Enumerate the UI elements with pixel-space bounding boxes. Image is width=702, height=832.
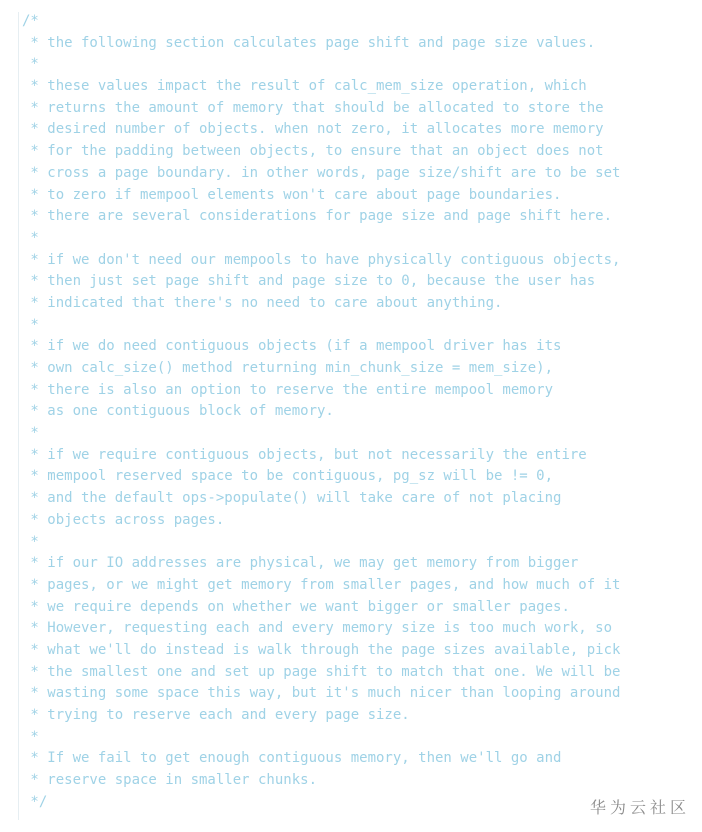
code-line: * as one contiguous block of memory. [22, 403, 334, 420]
code-line: * [22, 533, 39, 550]
code-line: * own calc_size() method returning min_chunk_size = mem_size), [22, 360, 554, 376]
code-line: * [22, 728, 39, 745]
code-line: * mempool reserved space to be contiguous, pg_sz will be != 0, [22, 468, 554, 485]
code-line: * If we fail to get enough contiguous memory, then we'll go and [22, 750, 562, 767]
code-line: * there are several considerations for page size and page shift here. [22, 208, 613, 225]
code-line: * cross a page boundary. in other words, page size/shift are to be set [22, 164, 621, 181]
code-line: * objects across pages. [22, 511, 225, 528]
code-line: * pages, or we might get memory from smaller pages, and how much of it [22, 576, 621, 593]
code-line: * [22, 316, 39, 333]
code-line: * However, requesting each and every memory size is too much work, so [22, 620, 613, 637]
code-lines [22, 11, 620, 813]
code-line: * indicated that there's no need to care about anything. [22, 294, 503, 311]
code-line: * if our IO addresses are physical, we may get memory from bigger [22, 555, 579, 572]
code-line: /* [22, 13, 39, 29]
code-line: */ [22, 793, 48, 810]
code-line: * [22, 229, 39, 246]
code-line: * what we'll do instead is walk through the page sizes available, pick [22, 641, 621, 658]
watermark-logo-text: 华为云社区 [589, 798, 690, 817]
code-line: * if we don't need our mempools to have physically contiguous objects, [22, 251, 621, 268]
code-line: * the smallest one and set up page shift to match that one. We will be [22, 663, 621, 680]
code-line: * then just set page shift and page size to 0, because the user has [22, 273, 596, 290]
code-line: * wasting some space this way, but it's much nicer than looping around [22, 685, 621, 702]
code-line: * trying to reserve each and every page size. [22, 707, 410, 723]
code-line: * we require depends on whether we want bigger or smaller pages. [22, 598, 570, 615]
code-line: * [22, 56, 39, 73]
gutter-line [18, 12, 19, 820]
code-line: * if we require contiguous objects, but not necessarily the entire [22, 446, 587, 463]
code-line: * these values impact the result of calc_mem_size operation, which [22, 78, 587, 95]
code-line: * [22, 425, 39, 442]
code-line: * the following section calculates page shift and page size values. [22, 34, 596, 51]
code-line: * reserve space in smaller chunks. [22, 772, 318, 789]
code-line: * returns the amount of memory that should be allocated to store the [22, 99, 604, 116]
code-line: * and the default ops->populate() will take care of not placing [22, 490, 562, 507]
code-line: * if we do need contiguous objects (if a mempool driver has its [22, 338, 562, 355]
code-line: * desired number of objects. when not zero, it allocates more memory [22, 121, 604, 138]
code-line: * to zero if mempool elements won't care about page boundaries. [22, 186, 562, 203]
code-line: * there is also an option to reserve the entire mempool memory [22, 381, 554, 398]
code-line: * for the padding between objects, to ensure that an object does not [22, 143, 604, 160]
